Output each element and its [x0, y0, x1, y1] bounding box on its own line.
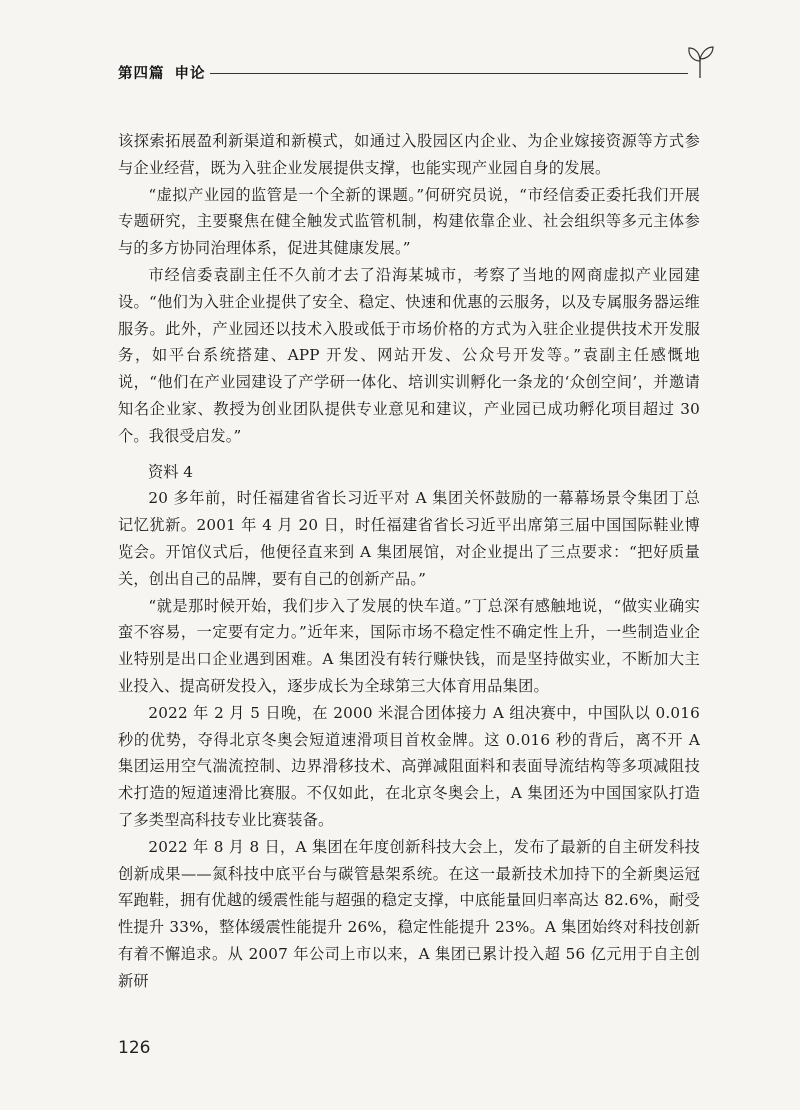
paragraph: “虚拟产业园的监管是一个全新的课题。”何研究员说，“市经信委正委托我们开展专题研究，主要聚焦在健全触发式监管机制，构建依靠企业、社会组织等多元主体参与的多方协同治理体系，促进其健康发展。”: [118, 185, 700, 258]
header-title: [118, 62, 206, 83]
paragraph: 20 多年前，时任福建省省长习近平对 A 集团关怀鼓励的一幕幕场景令集团丁总记忆犹新。2001 年 4 月 20 日，时任福建省省长习近平出席第三届中国国际鞋业博览会。开馆仪式后，他便径直来到 A 集团展馆，对企业提出了三点要求：“把好质量关，创出自己的品牌，要有自己的创新产品。”: [118, 489, 700, 588]
paragraph: 2022 年 8 月 8 日，A 集团在年度创新科技大会上，发布了最新的自主研发科技创新成果——氮科技中底平台与碳管悬架系统。在这一最新技术加持下的全新奥运冠军跑鞋，拥有优越的缓震性能与超强的稳定支撑，中底能量回归率高达 82.6%，耐受性提升 33%，整体缓震性能提升 26%，稳定性能提升 23%。A 集团始终对科技创新有着不懈追求。从 2007 年公司上市以来，A 集团已累计投入超 56 亿元用于自主创新研: [118, 837, 700, 990]
sprout-icon: [686, 44, 714, 78]
page-body: [118, 128, 700, 995]
header-part: 第四篇: [118, 66, 165, 82]
paragraph: 2022 年 2 月 5 日晚，在 2000 米混合团体接力 A 组决赛中，中国队以 0.016 秒的优势，夺得北京冬奥会短道速滑项目首枚金牌。这 0.016 秒的背后，离不开 A 集团运用空气湍流控制、边界滑移技术、高弹减阻面料和表面导流结构等多项减阻技术打造的短道速滑比赛服。不仅如此，在北京冬奥会上，A 集团还为中国国家队打造了多类型高科技专业比赛装备。: [118, 703, 700, 829]
page-number: 126: [118, 1038, 151, 1058]
material-heading: 资料 4: [148, 462, 193, 481]
header-rule: [210, 73, 688, 74]
paragraph: 该探索拓展盈利新渠道和新模式，如通过入股园区内企业、为企业嫁接资源等方式参与企业经营，既为入驻企业发展提供支撑，也能实现产业园自身的发展。: [118, 132, 700, 177]
paragraph: “就是那时候开始，我们步入了发展的快车道。”丁总深有感触地说，“做实业确实蛮不容易，一定要有定力。”近年来，国际市场不稳定性不确定性上升，一些制造业企业特别是出口企业遇到困难。A 集团没有转行赚快钱，而是坚持做实业，不断加大主业投入、提高研发投入，逐步成长为全球第三大体育用品集团。: [118, 596, 700, 695]
running-header: [118, 62, 708, 84]
header-section-title: 申论: [174, 66, 206, 82]
paragraph: 市经信委袁副主任不久前才去了沿海某城市，考察了当地的网商虚拟产业园建设。“他们为入驻企业提供了安全、稳定、快速和优惠的云服务，以及专属服务器运维服务。此外，产业园还以技术入股或低于市场价格的方式为入驻企业提供技术开发服务，如平台系统搭建、APP 开发、网站开发、公众号开发等。”袁副主任感慨地说，“他们在产业园建设了产学研一体化、培训实训孵化一条龙的‘众创空间’，并邀请知名企业家、教授为创业团队提供专业意见和建议，产业园已成功孵化项目超过 30 个。我很受启发。”: [118, 265, 700, 445]
